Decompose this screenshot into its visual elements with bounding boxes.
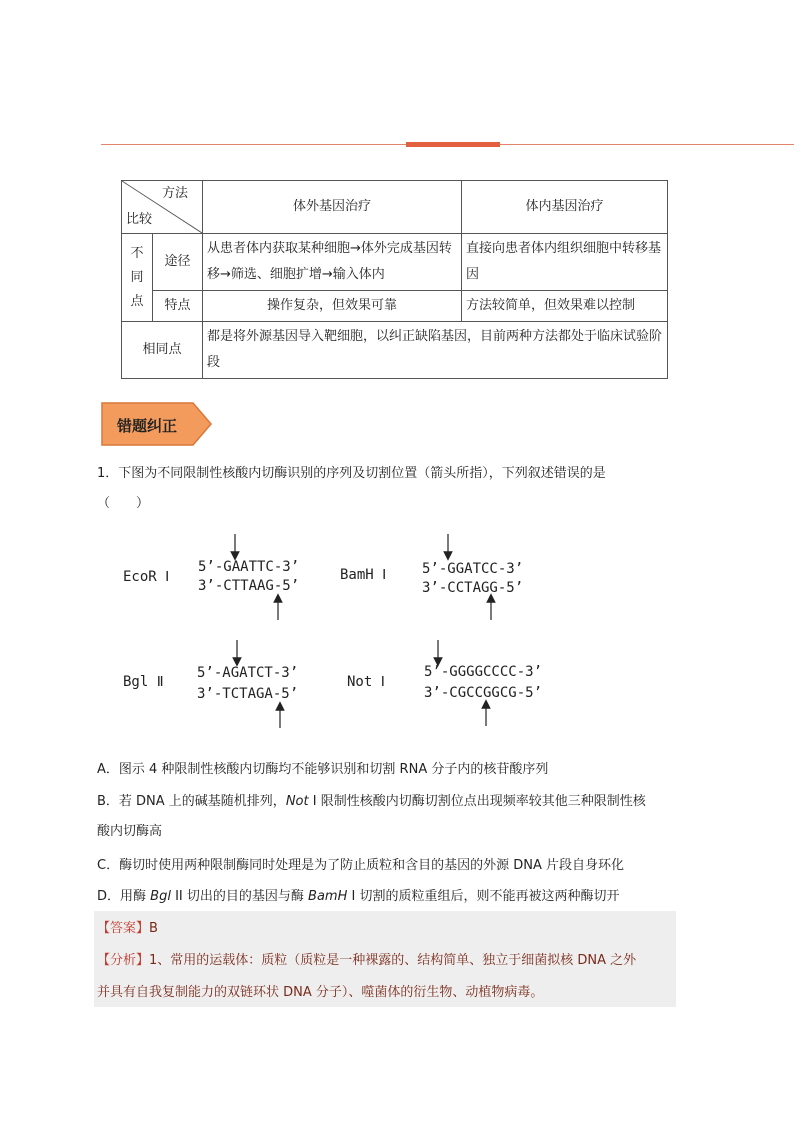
answer-line: [97, 914, 158, 944]
corner-method-label: 方法: [162, 186, 189, 201]
analysis-line-1: 【分析】1、常用的运载体：质粒（质粒是一种裸露的、结构简单、独立于细菌拟核 DNA 之外: [97, 953, 637, 968]
bgl-top-strand: 5’-AGATCT-3’: [197, 665, 299, 681]
ecor-top-strand: 5’-GAATTC-3’: [198, 559, 300, 575]
path-in-vivo: 直接向患者体内组织细胞中转移基因: [462, 234, 668, 291]
feature-label: 特点: [153, 291, 203, 322]
same-text: 都是将外源基因导入靶细胞，以纠正缺陷基因，目前两种方法都处于临床试验阶段: [203, 322, 668, 379]
path-in-vitro: 从患者体内获取某种细胞→体外完成基因转移→筛选、细胞扩增→输入体内: [203, 234, 462, 291]
bgl-bottom-strand: 3’-TCTAGA-5’: [197, 686, 299, 702]
question-paren: （ ）: [97, 496, 150, 511]
option-b: B．若 DNA 上的碱基随机排列，Not I 限制性核酸内切酶切割位点出现频率较其他三种限制性核: [97, 794, 646, 809]
option-b-cont: 酸内切酶高: [97, 824, 163, 839]
same-label: 相同点: [122, 322, 203, 379]
feature-in-vitro: 操作复杂，但效果可靠: [203, 291, 462, 322]
not-top-strand: 5’-GGGGCCCC-3’: [424, 664, 543, 680]
not-bottom-strand: 3’-CGCCGGCG-5’: [424, 685, 543, 701]
question-stem: 1．下图为不同限制性核酸内切酶识别的序列及切割位置（箭头所指），下列叙述错误的是: [97, 466, 606, 481]
option-c: C．酶切时使用两种限制酶同时处理是为了防止质粒和含目的基因的外源 DNA 片段自身环化: [97, 858, 624, 873]
answer-label: 【答案】: [97, 921, 150, 936]
analysis-line-2: 并具有自我复制能力的双链环状 DNA 分子）、噬菌体的衍生物、动植物病毒。: [97, 985, 544, 1000]
answer-value: B: [149, 921, 158, 936]
ecor-name: EcoR Ⅰ: [123, 569, 170, 585]
analysis-label: 【分析】: [97, 953, 150, 968]
bgl-name: Bgl Ⅱ: [123, 674, 164, 690]
bamh-name: BamH Ⅰ: [340, 567, 387, 583]
bamh-top-strand: 5’-GGATCC-3’: [422, 561, 524, 577]
feature-in-vivo: 方法较简单，但效果难以控制: [462, 291, 668, 322]
corner-compare-label: 比较: [126, 212, 153, 227]
section-tag-label: 错题纠正: [117, 417, 178, 435]
diff-char: 不: [130, 245, 144, 261]
not-name: Not Ⅰ: [347, 674, 385, 690]
path-label: 途径: [153, 234, 203, 291]
header-in-vivo: 体内基因治疗: [462, 181, 668, 234]
bamh-bottom-strand: 3’-CCTAGG-5’: [422, 580, 524, 596]
option-a: A．图示 4 种限制性核酸内切酶均不能够识别和切割 RNA 分子内的核苷酸序列: [97, 762, 549, 777]
diff-char: 点: [130, 293, 144, 309]
diff-char: 同: [130, 269, 144, 285]
header-in-vitro: 体外基因治疗: [203, 181, 462, 234]
ecor-bottom-strand: 3’-CTTAAG-5’: [198, 578, 300, 594]
option-d: D．用酶 Bgl II 切出的目的基因与酶 BamH I 切割的质粒重组后，则不能再被这两种酶切开: [97, 889, 620, 904]
